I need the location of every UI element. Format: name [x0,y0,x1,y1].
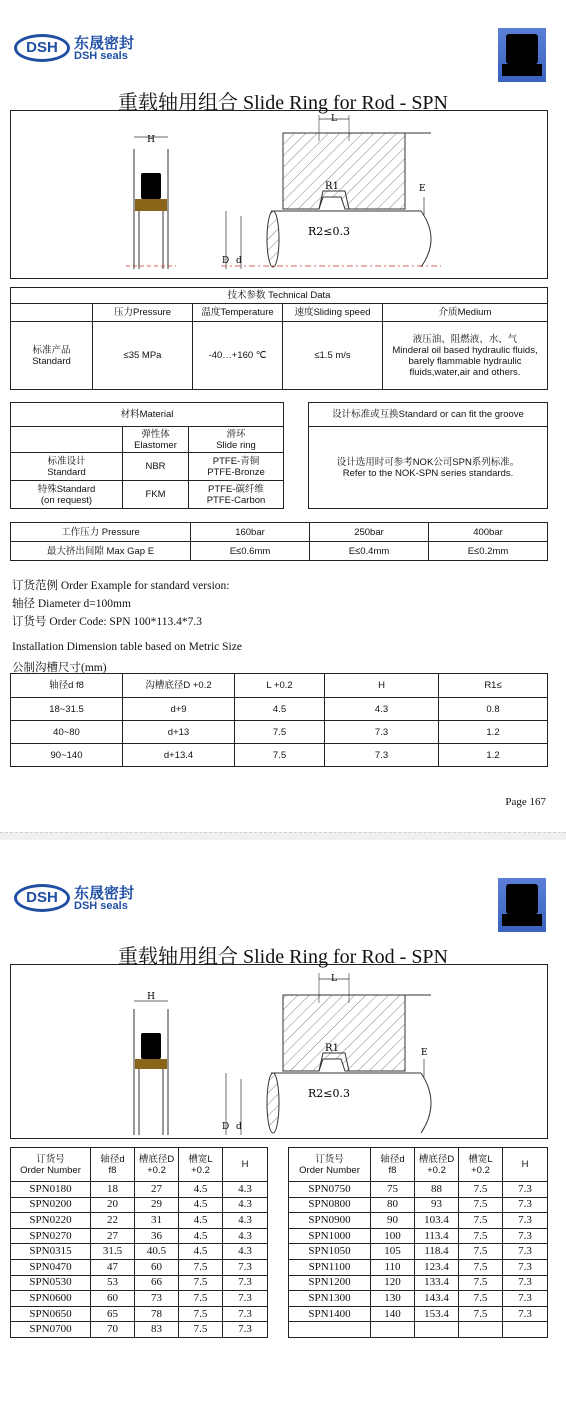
parts-header-cell: H [503,1148,548,1182]
table-row [289,1228,548,1244]
seal-drawing [11,965,549,1140]
elastomer-ring [141,1033,161,1059]
seal-drawing-frame [10,110,548,279]
parts-cell: 53 [91,1275,135,1291]
order-example-title: 订货范例 Order Example for standard version: [12,580,230,592]
parts-cell: 7.3 [503,1213,548,1229]
gap-value: E≤0.6mm [191,542,310,561]
parts-cell: 4.5 [179,1228,223,1244]
install-header-cell: R1≤ [439,674,548,698]
parts-cell: 80 [371,1197,415,1213]
dim-e: E [421,1048,428,1058]
parts-cell: 153.4 [415,1306,459,1322]
parts-cell: 7.3 [223,1275,268,1291]
tech-temperature: -40…+160 ℃ [193,322,283,390]
parts-cell: SPN0900 [289,1213,371,1229]
parts-cell [503,1322,548,1338]
dim-r1: R1 [325,181,339,192]
parts-header-cell: 槽宽L +0.2 [459,1148,503,1182]
parts-cell: 31.5 [91,1244,135,1260]
pressure-value: 250bar [310,523,429,542]
seal-drawing [11,111,549,280]
parts-cell: 20 [91,1197,135,1213]
parts-header-cell: 订货号 Order Number [11,1148,91,1182]
install-cell: 1.2 [439,744,548,767]
page-title: 重载轴用组合 Slide Ring for Rod - SPN [117,92,449,114]
table-row [289,1197,548,1213]
table-row [11,1197,268,1213]
parts-cell: 7.3 [223,1306,268,1322]
parts-cell: 120 [371,1275,415,1291]
parts-cell: 93 [415,1197,459,1213]
parts-cell [371,1322,415,1338]
pressure-label: 工作压力 Pressure [11,523,191,542]
install-cell: d+9 [123,698,235,721]
parts-cell: 7.3 [223,1322,268,1338]
tech-col-medium: 介质Medium [383,304,548,322]
parts-cell: SPN1300 [289,1291,371,1307]
tech-col-speed: 速度Sliding speed [283,304,383,322]
parts-cell: 4.3 [223,1244,268,1260]
parts-cell: 70 [91,1322,135,1338]
material-header: 材料Material [11,403,284,427]
part-numbers-table-left [10,1147,268,1338]
parts-header-cell: H [223,1148,268,1182]
installation-dimension-table [10,673,548,767]
design-body: 设计选用时可参考NOK公司SPN系列标准。 Refer to the NOK-SPN series standards. [309,427,548,509]
parts-cell: 110 [371,1259,415,1275]
parts-cell: 7.5 [459,1306,503,1322]
logo-en: DSH seals [74,900,128,912]
logo-cn: 东晟密封 [74,34,135,52]
parts-cell: 47 [91,1259,135,1275]
parts-cell: 7.3 [503,1306,548,1322]
install-cell: 90~140 [11,744,123,767]
install-header-cell: 轴径d f8 [11,674,123,698]
page-separator [0,832,566,840]
parts-cell: 4.5 [179,1197,223,1213]
parts-cell: 73 [135,1291,179,1307]
material-col-elastomer: 弹性体 Elastomer [123,427,189,453]
dim-e: E [419,184,426,194]
parts-cell: SPN1000 [289,1228,371,1244]
parts-cell: 7.5 [179,1259,223,1275]
parts-cell: 65 [91,1306,135,1322]
parts-cell: 143.4 [415,1291,459,1307]
page-number: Page 167 [505,796,546,808]
install-cell: 7.5 [235,744,325,767]
order-example-diameter: 轴径 Diameter d=100mm [12,598,131,610]
tech-speed: ≤1.5 m/s [283,322,383,390]
parts-cell: 105 [371,1244,415,1260]
table-row [289,1213,548,1229]
table-row [11,1322,268,1338]
table-row [11,1259,268,1275]
parts-cell: 7.3 [503,1291,548,1307]
parts-cell: 27 [135,1182,179,1198]
parts-header-cell: 轴径d f8 [91,1148,135,1182]
tech-col-temperature: 温度Temperature [193,304,283,322]
install-table-subtitle: 公制沟槽尺寸(mm) [12,662,107,674]
table-row [11,1244,268,1260]
pressure-gap-table [10,522,548,561]
parts-cell: SPN1200 [289,1275,371,1291]
parts-cell: 88 [415,1182,459,1198]
material-ring: PTFE-碳纤维 PTFE-Carbon [189,481,284,509]
seal-drawing-frame [10,964,548,1139]
design-standard-table [308,402,548,509]
material-table [10,402,284,509]
install-cell: 4.5 [235,698,325,721]
logo-en: DSH seals [74,50,128,62]
table-row [289,1291,548,1307]
parts-cell: 78 [135,1306,179,1322]
technical-data-table [10,287,548,390]
parts-cell: SPN0220 [11,1213,91,1229]
parts-cell: 7.5 [179,1306,223,1322]
parts-cell: 103.4 [415,1213,459,1229]
install-cell: d+13 [123,721,235,744]
dim-h: H [147,135,155,145]
dim-h: H [147,992,155,1002]
install-cell: 0.8 [439,698,548,721]
parts-cell: 31 [135,1213,179,1229]
parts-cell: 83 [135,1322,179,1338]
parts-header-cell: 轴径d f8 [371,1148,415,1182]
install-cell: 7.3 [325,721,439,744]
table-row [289,1275,548,1291]
table-row [11,1275,268,1291]
parts-cell: 90 [371,1213,415,1229]
parts-cell: 7.5 [459,1182,503,1198]
table-row [289,1306,548,1322]
parts-cell: 7.3 [503,1182,548,1198]
install-header-cell: 沟槽底径D +0.2 [123,674,235,698]
parts-cell: 130 [371,1291,415,1307]
install-table-title: Installation Dimension table based on Metric Size [12,641,242,653]
gap-value: E≤0.4mm [310,542,429,561]
table-row [11,1213,268,1229]
table-row [11,698,548,721]
parts-cell: SPN0600 [11,1291,91,1307]
parts-cell [415,1322,459,1338]
tech-pressure: ≤35 MPa [93,322,193,390]
install-cell: 18~31.5 [11,698,123,721]
install-cell: d+13.4 [123,744,235,767]
parts-cell: 7.3 [503,1197,548,1213]
table-row [289,1244,548,1260]
parts-cell: SPN0270 [11,1228,91,1244]
parts-cell: 7.3 [223,1291,268,1307]
page-title: 重载轴用组合 Slide Ring for Rod - SPN [117,946,449,968]
parts-cell: SPN0180 [11,1182,91,1198]
parts-cell: 4.3 [223,1182,268,1198]
parts-cell: 7.5 [459,1244,503,1260]
gap-value: E≤0.2mm [429,542,548,561]
table-row [289,1259,548,1275]
parts-cell: 7.3 [503,1275,548,1291]
install-cell: 1.2 [439,721,548,744]
parts-cell: 29 [135,1197,179,1213]
tech-medium: 液压油、阻燃液、水、气 Minderal oil based hydraulic fluids, barely flammable hydraulic fluids,water,air and others. [383,322,548,390]
seal-profile-icon [498,878,546,932]
material-row-label: 标准设计 Standard [11,453,123,481]
parts-header-cell: 槽底径D +0.2 [135,1148,179,1182]
dim-r1: R1 [325,1043,339,1054]
dim-r2: R2≤0.3 [308,225,350,238]
parts-cell: 7.5 [459,1275,503,1291]
install-header-cell: H [325,674,439,698]
parts-cell: SPN1400 [289,1306,371,1322]
parts-cell: SPN1050 [289,1244,371,1260]
table-row [11,1182,268,1198]
parts-cell: 75 [371,1182,415,1198]
design-header: 设计标准或互换Standard or can fit the groove [309,403,548,427]
logo-mark: DSH [14,34,70,62]
material-row-label: 特殊Standard (on request) [11,481,123,509]
parts-cell: 4.5 [179,1244,223,1260]
parts-cell [459,1322,503,1338]
tech-row-label: 标准产品 Standard [11,322,93,390]
order-example-code: 订货号 Order Code: SPN 100*113.4*7.3 [12,616,202,628]
install-cell: 7.3 [325,744,439,767]
material-ring: PTFE-青铜 PTFE-Bronze [189,453,284,481]
catalog-page-168 [0,840,566,1427]
parts-cell: 22 [91,1213,135,1229]
parts-cell: 7.5 [459,1228,503,1244]
parts-cell [289,1322,371,1338]
parts-cell: 4.3 [223,1197,268,1213]
parts-cell: SPN0315 [11,1244,91,1260]
install-header-cell: L +0.2 [235,674,325,698]
table-row [11,744,548,767]
parts-cell: SPN0750 [289,1182,371,1198]
install-cell: 40~80 [11,721,123,744]
parts-cell: 7.5 [179,1275,223,1291]
table-row [11,1228,268,1244]
slide-ring [135,199,167,211]
parts-cell: SPN0700 [11,1322,91,1338]
parts-cell: 118.4 [415,1244,459,1260]
part-numbers-table-right [288,1147,548,1338]
parts-cell: 4.3 [223,1228,268,1244]
material-col-ring: 滑环 Slide ring [189,427,284,453]
table-row [289,1322,548,1338]
parts-cell: SPN0530 [11,1275,91,1291]
dim-d-small: d [236,256,242,266]
dim-l: L [331,114,337,124]
material-elastomer: NBR [123,453,189,481]
pressure-value: 160bar [191,523,310,542]
dsh-logo [14,882,144,916]
parts-cell: 7.3 [223,1259,268,1275]
material-elastomer: FKM [123,481,189,509]
parts-cell: 133.4 [415,1275,459,1291]
slide-ring [135,1059,167,1069]
table-row [289,1182,548,1198]
parts-header-cell: 槽宽L +0.2 [179,1148,223,1182]
parts-cell: 7.5 [459,1259,503,1275]
parts-cell: 7.5 [179,1291,223,1307]
parts-cell: SPN0650 [11,1306,91,1322]
parts-cell: 7.3 [503,1228,548,1244]
install-cell: 4.3 [325,698,439,721]
pressure-value: 400bar [429,523,548,542]
table-row [11,1306,268,1322]
table-row [11,721,548,744]
seal-profile-icon [498,28,546,82]
parts-cell: 4.5 [179,1182,223,1198]
parts-cell: SPN0200 [11,1197,91,1213]
parts-cell: 40.5 [135,1244,179,1260]
parts-header-cell: 槽底径D +0.2 [415,1148,459,1182]
parts-cell: 36 [135,1228,179,1244]
parts-cell: 123.4 [415,1259,459,1275]
logo-mark: DSH [14,884,70,912]
parts-cell: 4.3 [223,1213,268,1229]
parts-cell: 60 [91,1291,135,1307]
dim-d-big: D [222,256,230,266]
install-cell: 7.5 [235,721,325,744]
parts-cell: SPN0800 [289,1197,371,1213]
parts-cell: SPN0470 [11,1259,91,1275]
dsh-logo [14,32,144,66]
tech-header: 技术参数 Technical Data [11,288,548,304]
logo-cn: 东晟密封 [74,884,135,902]
parts-cell: 7.5 [459,1197,503,1213]
parts-cell: 4.5 [179,1213,223,1229]
parts-cell: 7.3 [503,1244,548,1260]
parts-cell: 7.3 [503,1259,548,1275]
dim-r2: R2≤0.3 [308,1087,350,1100]
dim-l: L [331,974,337,984]
dim-d-small: d [236,1122,242,1132]
parts-cell: SPN1100 [289,1259,371,1275]
parts-header-cell: 订货号 Order Number [289,1148,371,1182]
elastomer-ring [141,173,161,199]
dim-d-big: D [222,1122,230,1132]
parts-cell: 140 [371,1306,415,1322]
gap-label: 最大挤出间隙 Max Gap E [11,542,191,561]
parts-cell: 7.5 [179,1322,223,1338]
parts-cell: 27 [91,1228,135,1244]
parts-cell: 7.5 [459,1213,503,1229]
tech-col-pressure: 压力Pressure [93,304,193,322]
parts-cell: 7.5 [459,1291,503,1307]
parts-cell: 66 [135,1275,179,1291]
parts-cell: 100 [371,1228,415,1244]
parts-cell: 113.4 [415,1228,459,1244]
table-row [11,1291,268,1307]
parts-cell: 60 [135,1259,179,1275]
parts-cell: 18 [91,1182,135,1198]
